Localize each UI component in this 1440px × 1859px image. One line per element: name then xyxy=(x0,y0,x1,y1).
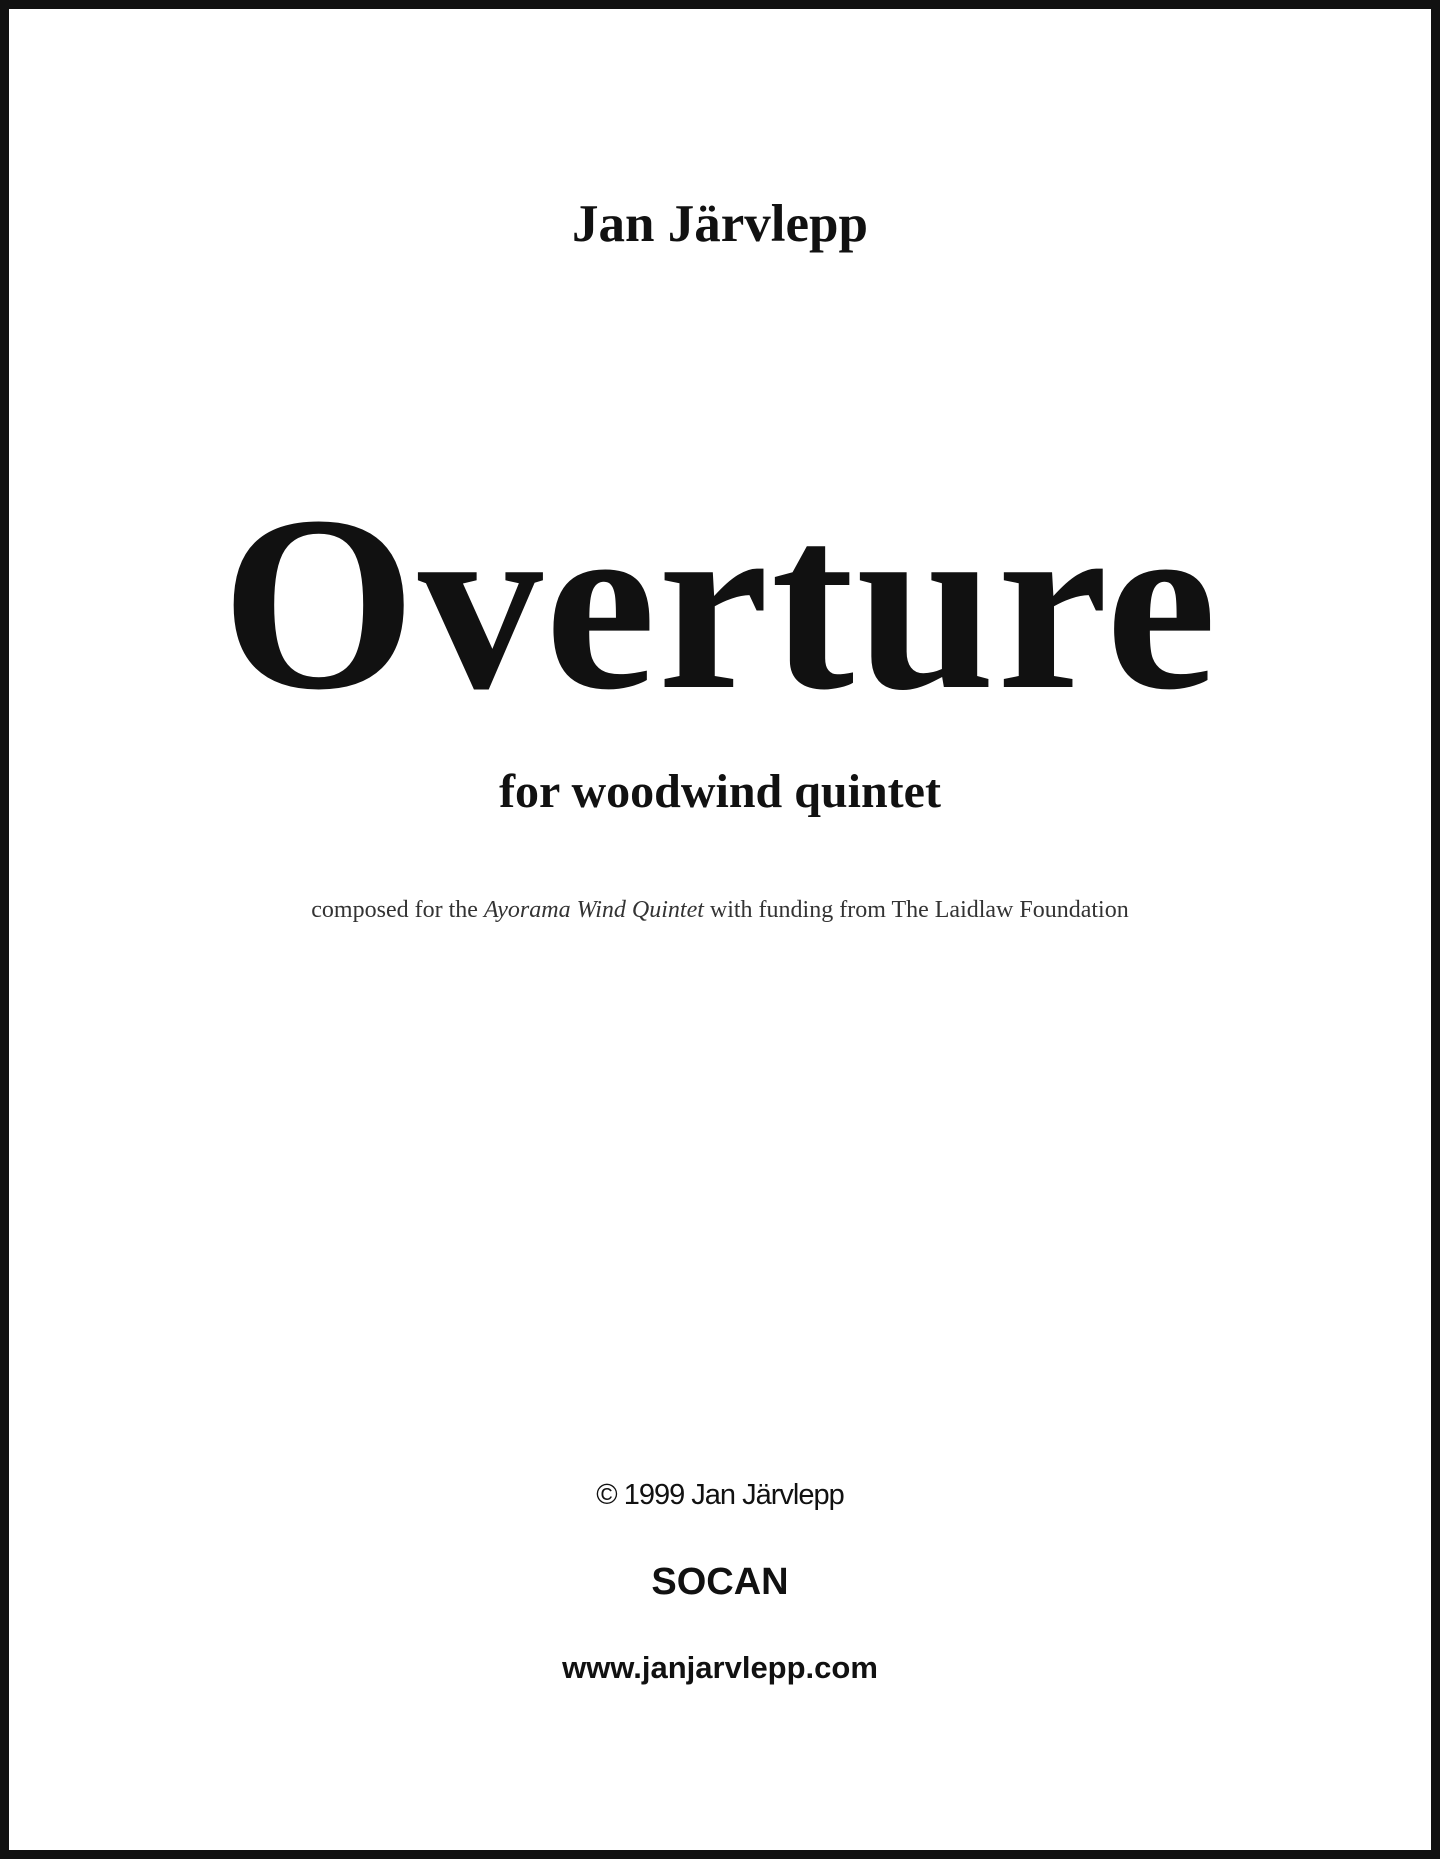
rights-society: SOCAN xyxy=(651,1561,789,1603)
instrumentation-subtitle: for woodwind quintet xyxy=(499,765,941,818)
dedication-ensemble: Ayorama Wind Quintet xyxy=(483,897,704,923)
dedication-line xyxy=(9,895,1431,925)
copyright-notice: © 1999 Jan Järvlepp xyxy=(596,1479,844,1511)
work-title: Overture xyxy=(221,465,1219,742)
dedication-suffix: with funding from The Laidlaw Foundation xyxy=(703,897,1129,923)
dedication-prefix: composed for the xyxy=(311,897,484,923)
composer-name: Jan Järvlepp xyxy=(572,195,868,253)
website-address: www.janjarvlepp.com xyxy=(562,1650,878,1685)
